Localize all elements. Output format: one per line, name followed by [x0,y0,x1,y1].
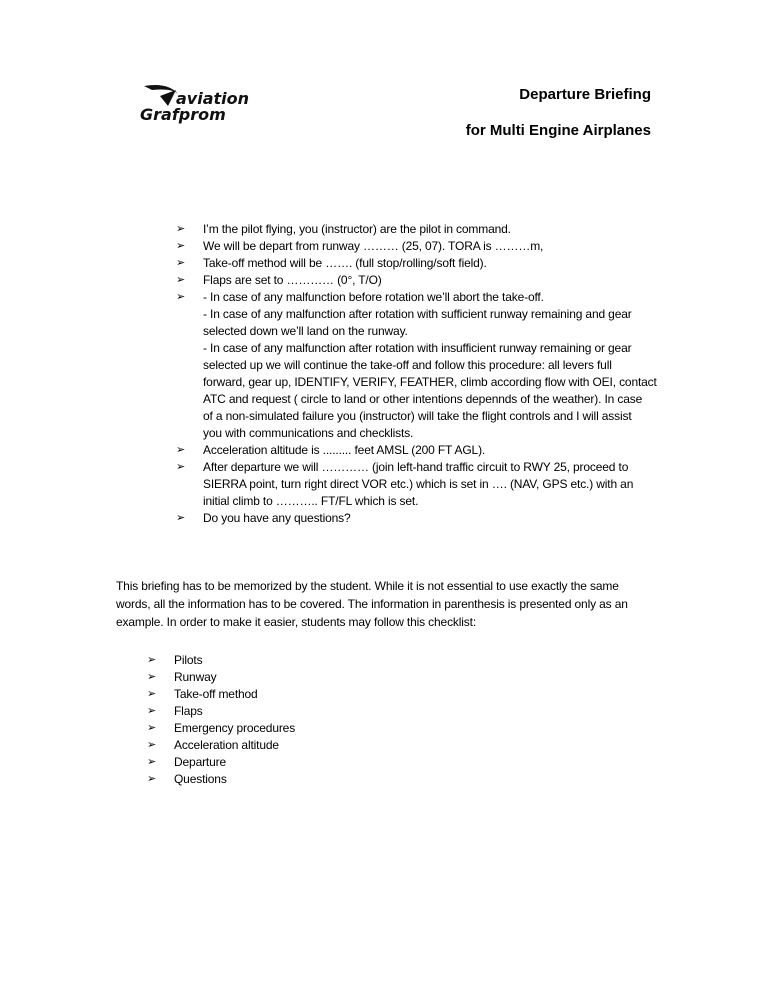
arrow-bullet-icon: ➢ [147,722,157,734]
arrow-bullet-icon: ➢ [147,773,157,785]
briefing-line: Take-off method will be ……. (full stop/rolling/soft field). [203,256,487,270]
svg-text:Grafprom: Grafprom [140,105,226,124]
briefing-line: forward, gear up, IDENTIFY, VERIFY, FEATHER, climb according flow with OEI, contact [203,375,657,389]
document-title: Departure Briefing [519,86,651,103]
arrow-bullet-icon: ➢ [176,240,186,252]
instruction-paragraph [116,577,676,631]
briefing-line: of a non-simulated failure you (instructor) will take the flight controls and I will assist [203,409,632,423]
briefing-line: SIERRA point, turn right direct VOR etc.) which is set in …. (NAV, GPS etc.) with an [203,477,634,491]
briefing-item [176,272,657,289]
checklist-label: Acceleration altitude [174,738,279,752]
arrow-bullet-icon: ➢ [147,739,157,751]
briefing-line: initial climb to ……….. FT/FL which is set. [203,494,419,508]
briefing-line: you with communications and checklists. [203,426,414,440]
aviation-grafprom-logo [138,80,258,128]
checklist-item [147,771,295,788]
svg-text:aviation: aviation [176,89,250,108]
checklist-item [147,669,295,686]
arrow-bullet-icon: ➢ [147,705,157,717]
checklist [147,652,296,788]
briefing-line: I’m the pilot flying, you (instructor) are the pilot in command. [203,222,511,236]
paragraph-line: example. In order to make it easier, students may follow this checklist: [116,615,477,629]
briefing-item [176,442,657,459]
briefing-line: - In case of any malfunction after rotation with sufficient runway remaining and gear [203,307,632,321]
checklist-label: Questions [174,772,227,786]
briefing-line: After departure we will ………… (join left-hand traffic circuit to RWY 25, proceed to [203,460,629,474]
briefing-item [176,238,657,255]
briefing-item [176,510,657,527]
checklist-label: Flaps [174,704,203,718]
briefing-line: We will be depart from runway ……… (25, 07). TORA is ………m, [203,239,544,253]
checklist-label: Departure [174,755,227,769]
arrow-bullet-icon: ➢ [176,223,186,235]
checklist-item [147,754,295,771]
arrow-bullet-icon: ➢ [147,688,157,700]
checklist-label: Emergency procedures [174,721,296,735]
briefing-item [176,459,657,510]
checklist-label: Take-off method [174,687,258,701]
briefing-list [176,221,657,527]
briefing-item [176,255,657,272]
document-subtitle: for Multi Engine Airplanes [465,122,651,139]
checklist-item [147,737,295,754]
briefing-line: Acceleration altitude is ......... feet AMSL (200 FT AGL). [203,443,486,457]
arrow-bullet-icon: ➢ [147,671,157,683]
checklist-label: Pilots [174,653,203,667]
checklist-item [147,686,295,703]
arrow-bullet-icon: ➢ [176,512,186,524]
arrow-bullet-icon: ➢ [147,756,157,768]
briefing-line: ATC and request ( circle to land or other intentions depennds of the weather). In case [203,392,643,406]
checklist-item [147,652,295,669]
briefing-item [176,289,657,442]
briefing-line: - In case of any malfunction before rotation we’ll abort the take-off. [203,290,544,304]
arrow-bullet-icon: ➢ [176,274,186,286]
briefing-line: Do you have any questions? [203,511,351,525]
arrow-bullet-icon: ➢ [176,291,186,303]
briefing-item [176,221,657,238]
paragraph-line: words, all the information has to be covered. The information in parenthesis is presented only as an [116,597,628,611]
checklist-item [147,720,296,737]
briefing-line: selected down we’ll land on the runway. [203,324,408,338]
checklist-label: Runway [174,670,217,684]
arrow-bullet-icon: ➢ [176,444,186,456]
arrow-bullet-icon: ➢ [176,257,186,269]
paragraph-line: This briefing has to be memorized by the student. While it is not essential to use exactly the same [116,579,619,593]
checklist-item [147,703,295,720]
arrow-bullet-icon: ➢ [176,461,186,473]
briefing-line: - In case of any malfunction after rotation with insufficient runway remaining or gear [203,341,632,355]
arrow-bullet-icon: ➢ [147,654,157,666]
briefing-line: selected up we will continue the take-off and follow this procedure: all levers full [203,358,612,372]
briefing-line: Flaps are set to ………… (0°, T/O) [203,273,382,287]
